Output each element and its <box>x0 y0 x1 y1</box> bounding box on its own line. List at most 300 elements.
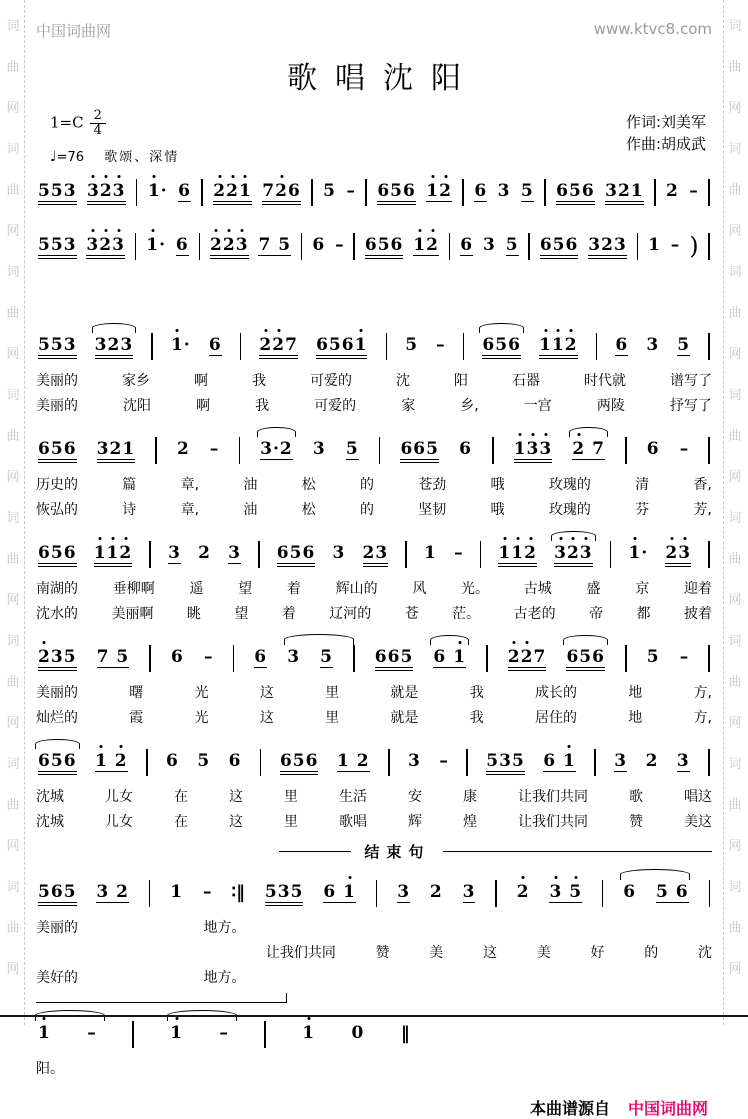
note-digit: 3 <box>94 335 108 355</box>
lyrics-row <box>36 602 712 627</box>
watermark-char: 词 <box>6 757 20 772</box>
note <box>258 235 291 256</box>
note <box>333 543 346 563</box>
note-digit: 1 <box>238 181 252 201</box>
note-digit: 6 <box>38 543 51 563</box>
note <box>397 882 410 903</box>
note-digit: 1 <box>551 335 565 355</box>
watermark-char: 词 <box>6 265 20 280</box>
lyric-word: 我 <box>469 710 484 726</box>
note-digit: – <box>335 235 344 255</box>
note-digit: 3 <box>526 439 540 459</box>
lyric-word: 美丽的 <box>36 398 78 414</box>
lyrics-row <box>36 785 712 810</box>
barline <box>480 541 482 568</box>
barline <box>637 233 639 260</box>
music-line <box>36 737 712 785</box>
note-digit: 3 <box>408 751 421 771</box>
barline <box>376 880 378 907</box>
barline <box>149 880 151 907</box>
note <box>166 751 179 771</box>
note <box>646 751 659 771</box>
lyric-word: 的 <box>359 477 374 493</box>
note <box>170 882 183 902</box>
lyric-word: 美 <box>536 945 551 961</box>
note <box>265 882 304 903</box>
barline <box>151 333 153 360</box>
lyric-word: 曙 <box>129 685 144 701</box>
note <box>312 235 325 255</box>
note-digit: 1 <box>170 1023 183 1043</box>
watermark-char: 网 <box>6 347 20 362</box>
note-digit: 5 <box>323 181 337 201</box>
lyric-word: 歌唱 <box>339 814 367 830</box>
lyric-word: 康 <box>463 789 477 805</box>
note <box>554 543 593 564</box>
note-digit: 3 <box>605 181 618 201</box>
note-digit: 5 <box>400 647 414 667</box>
lyric-word: 风 <box>412 581 427 597</box>
lyric-word: 让我们共同 <box>518 789 588 805</box>
note <box>483 235 496 255</box>
lyric-word: 里 <box>284 789 298 805</box>
note <box>514 439 553 460</box>
note-digit: 5 <box>197 751 211 771</box>
music-line <box>36 221 712 269</box>
lyrics-row <box>36 394 712 419</box>
note-digit: 5 <box>328 335 342 355</box>
time-signature-denominator: 4 <box>93 123 102 138</box>
note <box>320 647 333 668</box>
note <box>400 439 439 460</box>
note <box>86 235 125 256</box>
note-digit: 1 <box>343 882 356 902</box>
dash-note <box>219 1023 228 1043</box>
note-digit: 1 <box>413 235 427 255</box>
note-digit <box>350 751 357 771</box>
note-digit: 2 <box>119 543 133 563</box>
note-digit: 2 <box>272 335 286 355</box>
note-digit: 1 <box>302 1023 316 1043</box>
note-digit: 2 <box>116 882 130 902</box>
note-digit: 2 <box>507 647 521 667</box>
note-digit: 6 <box>208 335 222 355</box>
note-digit: 1 <box>38 1023 51 1043</box>
expression-marking: 歌颂、深情 <box>104 150 180 165</box>
lyric-word: 垂柳啊 <box>112 581 155 597</box>
dash-note <box>335 235 344 255</box>
note-digit: 6 <box>623 882 637 902</box>
note-digit: 6 <box>646 439 660 459</box>
note-digit: 6 <box>38 439 51 459</box>
lyric-word: 这 <box>259 710 274 726</box>
note-digit: 6 <box>459 439 472 459</box>
note-digit: 3 <box>168 543 181 563</box>
note-digit: 1 <box>630 181 644 201</box>
lyric-word: 松 <box>301 502 316 518</box>
note <box>198 543 211 563</box>
repeat-barline: ∶‖ <box>231 882 246 903</box>
tempo-row <box>36 146 712 165</box>
note-digit: – <box>454 543 463 563</box>
note-digit: 6 <box>50 882 64 902</box>
note-digit <box>669 882 676 902</box>
lyrics-row <box>36 1057 246 1082</box>
note-digit: 2 <box>176 439 190 459</box>
note-digit: 5 <box>495 335 509 355</box>
note <box>171 647 184 667</box>
barline <box>495 880 497 907</box>
lyric-word: 歌 <box>629 789 643 805</box>
note-digit: 2 <box>617 181 631 201</box>
barline <box>709 880 711 907</box>
lyric-word: 沈 <box>396 373 410 389</box>
lyric-word: 美丽的 <box>36 685 78 701</box>
lyric-word: 沈 <box>697 945 712 961</box>
note <box>677 335 690 356</box>
barline <box>240 333 242 360</box>
music-system <box>36 1009 712 1082</box>
note-digit: 2 <box>210 235 223 255</box>
lyric-word: 方, <box>693 710 712 726</box>
note <box>566 647 605 668</box>
margin-dashed-line-left <box>24 0 25 1025</box>
note-digit: 3 <box>287 647 301 667</box>
watermark-char: 曲 <box>6 429 20 444</box>
note <box>87 181 126 202</box>
barline <box>258 541 260 568</box>
watermark-char: 词 <box>728 634 742 649</box>
lyric-word: 儿女 <box>105 814 133 830</box>
music-line <box>36 633 712 681</box>
lyric-word: 这 <box>483 945 498 961</box>
barline <box>610 541 612 568</box>
note <box>262 181 301 202</box>
dash-note <box>204 647 213 667</box>
note <box>482 335 521 356</box>
lyric-word: 美 <box>429 945 444 961</box>
tempo-value: =76 <box>56 150 85 165</box>
music-system <box>36 633 712 731</box>
lyric-word: 让我们共同 <box>518 814 588 830</box>
note-digit: 3 <box>588 235 602 255</box>
lyrics-row <box>36 966 246 991</box>
note <box>424 543 437 563</box>
note-digit: 6 <box>390 235 404 255</box>
note-digit: 5 <box>38 882 51 902</box>
barline <box>201 179 203 206</box>
lyric-word: 望 <box>238 581 253 597</box>
note <box>213 181 252 202</box>
note-digit: 6 <box>508 335 521 355</box>
note-digit: 5 <box>390 181 404 201</box>
barline <box>544 179 546 206</box>
key-signature <box>36 109 712 138</box>
music-system <box>36 221 712 269</box>
watermark-char: 曲 <box>6 921 20 936</box>
note <box>628 543 648 563</box>
final-barline: ‖ <box>400 1023 410 1044</box>
note-digit: 6 <box>615 335 629 355</box>
note-digit <box>562 882 569 902</box>
watermark-char: 曲 <box>6 183 20 198</box>
note-digit: 6 <box>374 647 388 667</box>
note-digit: · <box>641 543 649 563</box>
watermark-char: 词 <box>6 19 20 34</box>
lyrics-row <box>36 706 712 731</box>
watermark-char: 网 <box>6 470 20 485</box>
lyric-word: 美这 <box>684 814 712 830</box>
note-digit: 5 <box>569 882 583 902</box>
lyric-word: 坚韧 <box>418 502 447 518</box>
note <box>197 751 210 771</box>
note-digit: 3 <box>63 235 77 255</box>
lyric-word: 啊 <box>196 398 211 414</box>
lyric-word: 松 <box>301 477 316 493</box>
lyric-word: 眺 <box>186 606 201 622</box>
lyric-word: 沈城 <box>36 814 64 830</box>
lyric-word: 着 <box>286 581 301 597</box>
note <box>38 235 77 256</box>
note <box>665 543 691 564</box>
lyric-word: 清 <box>635 477 650 493</box>
watermark-char: 曲 <box>6 60 20 75</box>
note-digit: 5 <box>505 235 519 255</box>
note-digit: 1 <box>95 751 108 771</box>
note <box>95 335 134 356</box>
lyric-word: 章, <box>180 477 200 493</box>
note-digit: 5 <box>50 335 64 355</box>
lyric-word: 让我们共同 <box>265 945 336 961</box>
note-digit: 6 <box>377 181 391 201</box>
barline <box>449 233 451 260</box>
score-meta <box>36 108 712 165</box>
lyric-word: 油 <box>243 502 258 518</box>
note-digit <box>109 882 116 902</box>
note <box>543 751 576 772</box>
watermark-char: 网 <box>728 347 742 362</box>
footer-brand-link[interactable]: 中国词曲网 <box>627 1099 708 1118</box>
lyrics-row <box>36 681 712 706</box>
note-digit: 6 <box>254 647 268 667</box>
note <box>346 439 359 460</box>
watermark-char: 曲 <box>728 552 742 567</box>
note-digit: 3 <box>86 181 100 201</box>
barline <box>708 541 710 568</box>
note <box>313 439 326 459</box>
barline <box>708 749 710 776</box>
watermark-char: 词 <box>6 388 20 403</box>
barline <box>708 233 710 260</box>
note <box>210 235 249 256</box>
note-digit: 2 <box>99 235 113 255</box>
note-digit: 2 <box>99 181 113 201</box>
lyric-word: 我 <box>469 685 484 701</box>
note-digit: 3 <box>112 235 125 255</box>
note-digit: 1 <box>93 543 107 563</box>
note <box>38 751 77 772</box>
barline <box>492 437 494 464</box>
note-digit: 2 <box>198 543 211 563</box>
note <box>337 751 370 772</box>
lyric-word: 披着 <box>683 606 712 622</box>
note <box>677 751 690 772</box>
note-digit: 6 <box>400 439 414 459</box>
note <box>280 751 319 772</box>
note-digit: 2 <box>564 335 578 355</box>
watermark-char: 网 <box>6 716 20 731</box>
note-digit: 2 <box>566 543 580 563</box>
note-digit: 3 <box>63 181 77 201</box>
note-digit: 1 <box>498 543 512 563</box>
note <box>433 647 466 668</box>
lyric-word: 辽河的 <box>329 606 372 622</box>
note-digit: 6 <box>171 647 184 667</box>
barline <box>365 179 367 206</box>
note-digit: 6 <box>312 235 326 255</box>
lyric-word: 我 <box>252 373 266 389</box>
note-digit: 2 <box>666 181 679 201</box>
note-digit: 3 <box>120 335 134 355</box>
note-digit: 5 <box>38 335 51 355</box>
watermark-char: 词 <box>728 511 742 526</box>
note-digit: 2 <box>213 181 227 201</box>
note-digit: · <box>159 235 166 255</box>
note-digit: 6 <box>566 647 580 667</box>
music-line <box>36 321 712 369</box>
barline <box>136 179 138 206</box>
note <box>498 543 537 564</box>
lyric-word: 地 <box>628 685 643 701</box>
watermark-column-left <box>5 6 21 1025</box>
note-digit: 6 <box>63 543 77 563</box>
quarter-note-icon: ♩ <box>50 149 57 165</box>
note <box>38 1023 51 1043</box>
lyric-word: 着 <box>281 606 296 622</box>
note-digit: 3 <box>96 439 110 459</box>
note <box>38 439 77 460</box>
note-digit: 1 <box>106 543 120 563</box>
note-digit: 6 <box>387 647 401 667</box>
sheet-content <box>36 0 712 1119</box>
lyric-word: 光。 <box>461 581 490 597</box>
barline <box>708 437 710 464</box>
note-digit: 6 <box>305 751 319 771</box>
note <box>148 181 168 201</box>
lyric-word: 茫。 <box>452 606 481 622</box>
lyric-word: 苍劲 <box>418 477 447 493</box>
lyric-word: 灿烂的 <box>36 710 78 726</box>
barline <box>264 1021 266 1048</box>
note-digit: 6 <box>63 751 77 771</box>
barline <box>386 333 388 360</box>
watermark-char: 网 <box>6 593 20 608</box>
lyrics-row <box>36 473 712 498</box>
note-digit: – <box>439 751 448 771</box>
lyric-word: 里 <box>325 710 340 726</box>
lyric-word: 两陵 <box>596 398 625 414</box>
lyric-word: 玫瑰的 <box>548 502 591 518</box>
music-system <box>36 425 712 523</box>
lyric-word: 望 <box>234 606 249 622</box>
lyric-word: 沈水的 <box>36 606 78 622</box>
note-digit: 0 <box>351 1023 365 1043</box>
note <box>323 882 356 903</box>
margin-dashed-line-right <box>723 0 724 1025</box>
music-line <box>36 167 712 215</box>
note-digit: – <box>209 439 219 459</box>
note <box>287 647 300 667</box>
lyric-word: 沈阳 <box>123 398 152 414</box>
music-system <box>36 737 712 862</box>
barline <box>132 1021 134 1048</box>
barline <box>388 749 390 776</box>
site-url-right: www.ktvc8.com <box>593 20 712 38</box>
note-digit: 6 <box>482 335 496 355</box>
lyric-word: 玫瑰的 <box>548 477 591 493</box>
score-body <box>36 167 712 1082</box>
note <box>228 543 241 564</box>
note-digit: 1 <box>563 751 576 771</box>
note <box>277 543 316 564</box>
barline <box>135 233 137 260</box>
note <box>539 335 578 356</box>
time-signature-numerator: 2 <box>90 109 106 124</box>
note <box>588 235 627 256</box>
note <box>426 181 452 202</box>
note-digit: 5 <box>50 751 64 771</box>
dash-note <box>680 439 689 459</box>
note <box>260 439 293 460</box>
lyrics-row <box>36 916 246 941</box>
note <box>605 181 644 202</box>
note-digit: 6 <box>178 181 191 201</box>
note-digit: 5 <box>50 181 64 201</box>
watermark-char: 曲 <box>728 675 742 690</box>
barline <box>260 749 262 776</box>
barline <box>463 333 465 360</box>
note <box>363 543 389 564</box>
watermark-char: 网 <box>728 839 742 854</box>
note-digit: 3 <box>549 882 563 902</box>
note-digit: 3 <box>676 751 690 771</box>
lyric-word: 居住的 <box>534 710 577 726</box>
lyric-word: 篇 <box>122 477 137 493</box>
watermark-char: 曲 <box>728 798 742 813</box>
note-digit: 3 <box>375 543 389 563</box>
lyric-word: 阳 <box>454 373 468 389</box>
note <box>38 647 77 668</box>
barline <box>708 333 710 360</box>
note <box>170 1023 183 1043</box>
barline <box>708 645 710 672</box>
note <box>463 882 476 903</box>
site-name-left: 中国词曲网 <box>36 22 112 40</box>
note <box>549 882 582 903</box>
note-digit: 1 <box>628 543 642 563</box>
note <box>689 232 699 260</box>
note-digit: 2 <box>356 751 370 771</box>
lyric-word: 在 <box>174 789 188 805</box>
watermark-char: 网 <box>6 224 20 239</box>
note-digit: 2 <box>645 751 659 771</box>
note <box>460 235 473 256</box>
lyric-word: 煌 <box>463 814 477 830</box>
lyrics-row <box>36 498 712 523</box>
watermark-char: 词 <box>6 142 20 157</box>
note-digit: · <box>160 181 168 201</box>
note-digit: – <box>203 647 213 667</box>
